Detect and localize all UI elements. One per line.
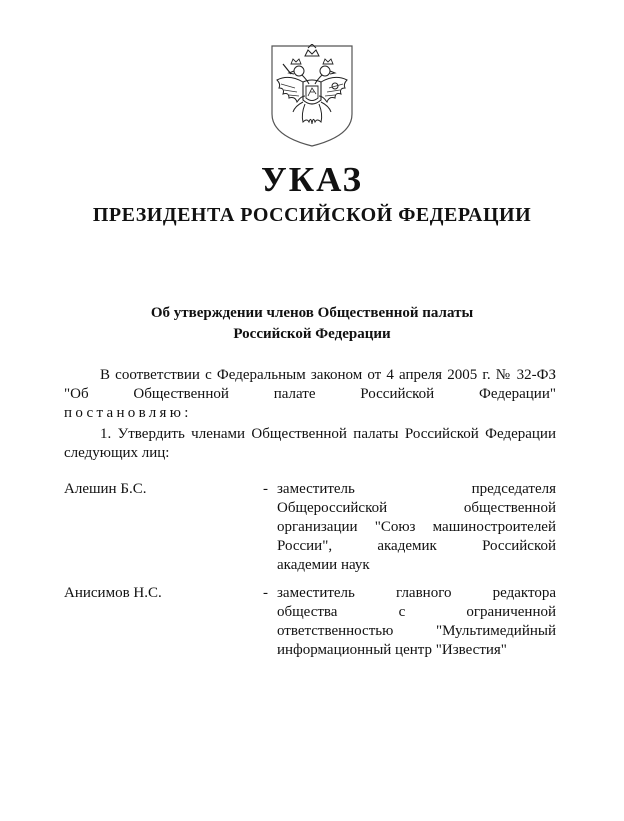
position-line: академии наук: [277, 557, 370, 573]
member-name: Алешин Б.С.: [64, 481, 147, 497]
document-title: УКАЗ: [261, 160, 363, 199]
position-line: ответственностью "Мультимедийный: [277, 623, 556, 639]
decree-word: постановляю:: [64, 405, 192, 421]
position-line: Общероссийской общественной: [277, 500, 556, 516]
position-line: информационный центр "Известия": [277, 642, 507, 658]
member-entry: [64, 480, 556, 576]
position-line: общества с ограниченной: [277, 604, 556, 620]
subject-line-1: Об утверждении членов Общественной палаты: [150, 305, 474, 321]
document-issuer: ПРЕЗИДЕНТА РОССИЙСКОЙ ФЕДЕРАЦИИ: [92, 204, 532, 226]
position-line: заместитель председателя: [277, 481, 556, 497]
position-line: заместитель главного редактора: [277, 585, 556, 601]
document-subject: [0, 303, 624, 345]
coat-of-arms-icon: [269, 44, 355, 148]
item-1-paragraph: 1. Утвердить членами Общественной палаты Российской Федерации следующих лиц:: [64, 426, 556, 461]
member-entry: [64, 584, 556, 664]
preamble-paragraph: В соответствии с Федеральным законом от 4 апреля 2005 г. № 32-ФЗ "Об Общественной палате Российской Федерации": [64, 367, 556, 402]
member-position: [277, 584, 556, 660]
member-dash: -: [263, 585, 268, 601]
member-name: Анисимов Н.С.: [64, 585, 162, 601]
member-dash: -: [263, 481, 268, 497]
member-position: [277, 480, 556, 575]
subject-line-2: Российской Федерации: [233, 326, 391, 342]
position-line: России", академик Российской: [277, 538, 556, 554]
position-line: организации "Союз машиностроителей: [277, 519, 556, 535]
